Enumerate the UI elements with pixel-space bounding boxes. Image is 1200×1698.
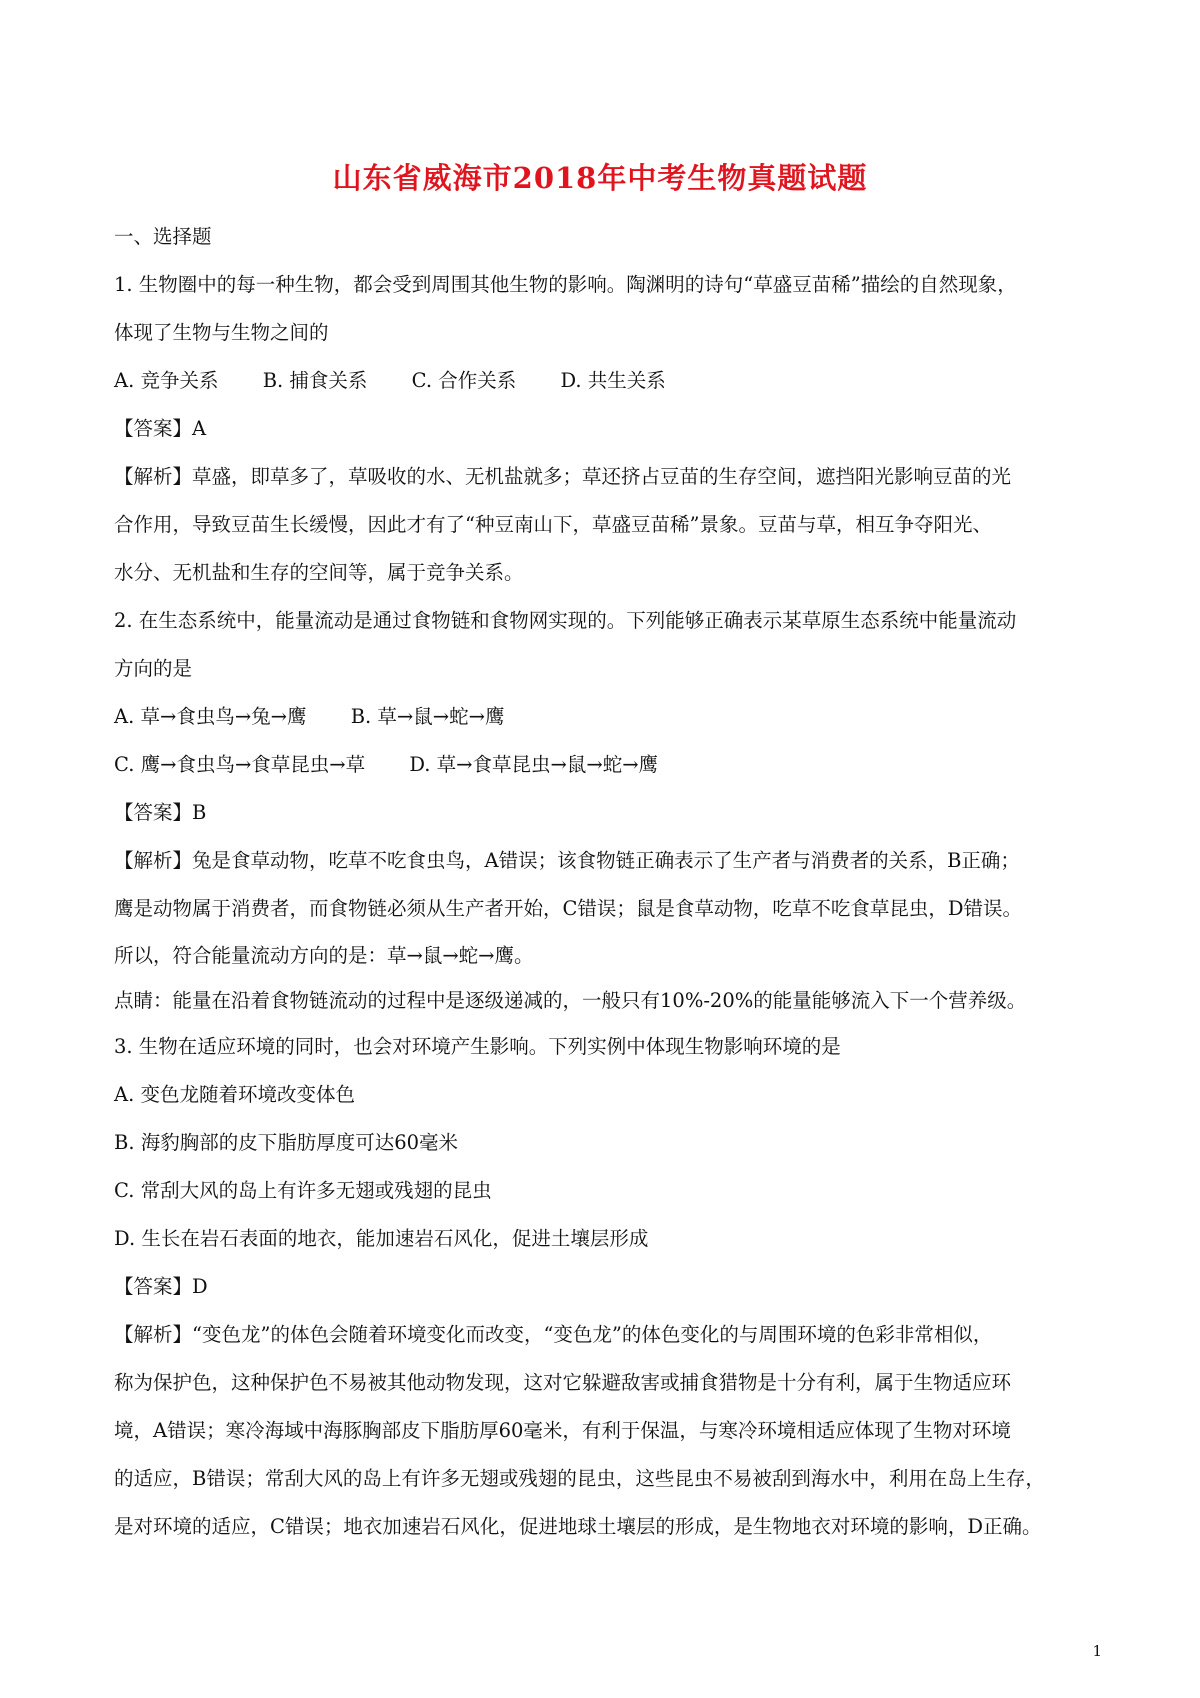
q2-stem-line-1: 2. 在生态系统中，能量流动是通过食物链和食物网实现的。下列能够正确表示某草原生态系统中能量流动 (114, 609, 1017, 632)
q3-answer: 【答案】D (114, 1275, 208, 1298)
q1-stem-line-2: 体现了生物与生物之间的 (114, 321, 329, 344)
q1-options (114, 357, 1100, 405)
q2-answer: 【答案】B (114, 801, 207, 824)
q1-option-c: C. 合作关系 (411, 369, 517, 392)
q2-option-d: D. 草→食草昆虫→鼠→蛇→鹰 (409, 753, 659, 776)
page-title: 山东省威海市2018年中考生物真题试题 (332, 161, 868, 195)
q1-analysis-line-1: 【解析】草盛，即草多了，草吸收的水、无机盐就多；草还挤占豆苗的生存空间，遮挡阳光影响豆苗的光 (114, 465, 1012, 488)
q3-analysis-line-4: 的适应，B错误；常刮大风的岛上有许多无翅或残翅的昆虫，这些昆虫不易被刮到海水中，利用在岛上生存， (114, 1467, 1045, 1490)
q2-options-row-1 (114, 693, 1100, 741)
q3-analysis-line-1: 【解析】“变色龙”的体色会随着环境变化而改变，“变色龙”的体色变化的与周围环境的色彩非常相似， (114, 1323, 993, 1346)
q3-analysis-line-2: 称为保护色，这种保护色不易被其他动物发现，这对它躲避敌害或捕食猎物是十分有利，属于生物适应环 (114, 1371, 1012, 1394)
q1-analysis-line-3: 水分、无机盐和生存的空间等，属于竞争关系。 (114, 561, 524, 584)
q2-analysis-line-3: 所以，符合能量流动方向的是：草→鼠→蛇→鹰。 (114, 944, 534, 967)
q2-option-b: B. 草→鼠→蛇→鹰 (350, 705, 505, 728)
document-body (114, 213, 1100, 1551)
q1-analysis-line-2: 合作用，导致豆苗生长缓慢，因此才有了“种豆南山下，草盛豆苗稀”景象。豆苗与草，相互争夺阳光、 (114, 513, 992, 536)
section-heading: 一、选择题 (114, 225, 212, 248)
q2-stem-line-2: 方向的是 (114, 657, 193, 680)
q1-answer: 【答案】A (114, 417, 207, 440)
q2-analysis-line-1: 【解析】兔是食草动物，吃草不吃食虫鸟，A错误；该食物链正确表示了生产者与消费者的关系，B正确； (114, 849, 1020, 872)
q3-option-a: A. 变色龙随着环境改变体色 (114, 1083, 355, 1106)
q1-option-d: D. 共生关系 (560, 369, 666, 392)
q3-option-d: D. 生长在岩石表面的地衣，能加速岩石风化，促进土壤层形成 (114, 1227, 649, 1250)
q3-analysis-line-3: 境，A错误；寒冷海域中海豚胸部皮下脂肪厚60毫米，有利于保温，与寒冷环境相适应体现了生物对环境 (114, 1419, 1011, 1442)
q2-option-c: C. 鹰→食虫鸟→食草昆虫→草 (114, 753, 366, 776)
q2-options-row-2 (114, 741, 1100, 789)
page-number: 1 (1092, 1642, 1102, 1660)
q3-option-b: B. 海豹胸部的皮下脂肪厚度可达60毫米 (114, 1131, 459, 1154)
q3-analysis-line-5: 是对环境的适应，C错误；地衣加速岩石风化，促进地球土壤层的形成，是生物地衣对环境的影响，D正确。 (114, 1515, 1042, 1538)
q2-option-a: A. 草→食虫鸟→兔→鹰 (114, 705, 307, 728)
q2-analysis-line-2: 鹰是动物属于消费者，而食物链必须从生产者开始，C错误；鼠是食草动物，吃草不吃食草昆虫，D错误。 (114, 897, 1023, 920)
q1-option-b: B. 捕食关系 (262, 369, 368, 392)
q1-stem-line-1: 1. 生物圈中的每一种生物，都会受到周围其他生物的影响。陶渊明的诗句“草盛豆苗稀”描绘的自然现象， (114, 273, 1017, 296)
q2-note: 点睛：能量在沿着食物链流动的过程中是逐级递减的，一般只有10%-20%的能量能够流入下一个营养级。 (114, 989, 1027, 1012)
q1-option-a: A. 竞争关系 (114, 369, 219, 392)
q3-option-c: C. 常刮大风的岛上有许多无翅或残翅的昆虫 (114, 1179, 492, 1202)
q3-stem: 3. 生物在适应环境的同时，也会对环境产生影响。下列实例中体现生物影响环境的是 (114, 1035, 841, 1058)
